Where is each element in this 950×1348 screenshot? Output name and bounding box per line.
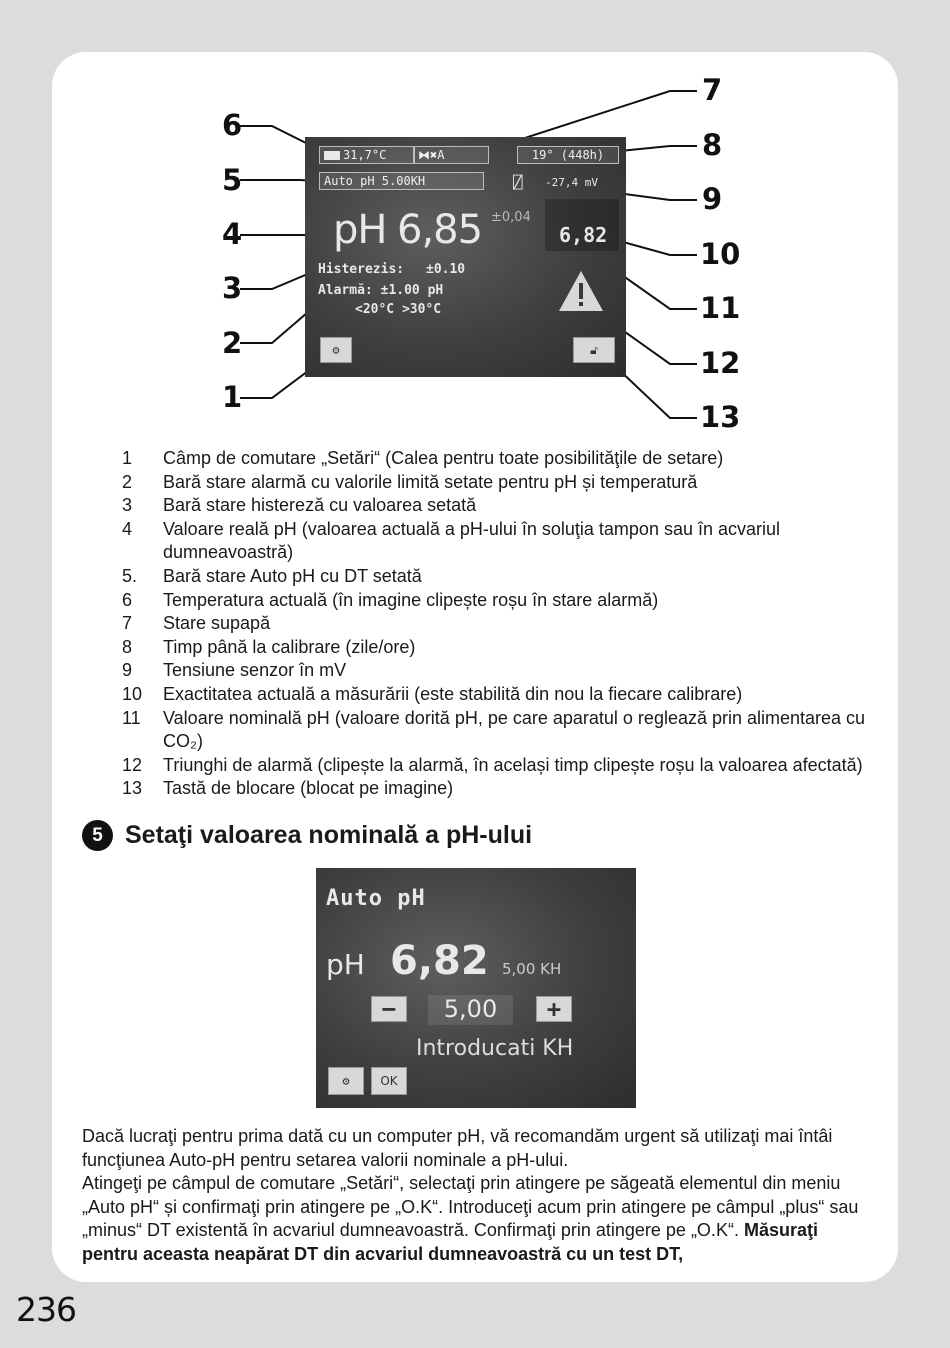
- legend-text: Valoare nominală pH (valoare dorită pH, pe care aparatul o reglează prin alimentarea cu CO₂): [163, 707, 866, 752]
- callout-6: 6: [222, 108, 243, 142]
- paragraph-2: [82, 1172, 872, 1266]
- ph-label: pH: [326, 948, 365, 981]
- temperature-bar: [319, 146, 415, 164]
- ph-label: pH: [333, 207, 387, 253]
- legend-item: [122, 589, 882, 613]
- legend-item: [122, 494, 882, 518]
- legend-text: Bară stare Auto pH cu DT setată: [163, 565, 422, 586]
- section-heading: [82, 820, 532, 851]
- paragraph-1: Dacă lucraţi pentru prima dată cu un computer pH, vă recomandăm urgent să utilizaţi mai întâi funcţiunea Auto-pH pentru setarea valorii nominale a pH-ului.: [82, 1126, 833, 1170]
- legend-text: Stare supapă: [163, 613, 271, 634]
- legend-number: 11: [122, 707, 141, 728]
- legend-list: [122, 447, 882, 801]
- settings-button[interactable]: [320, 337, 352, 363]
- hysteresis-value: ±0.10: [426, 262, 466, 277]
- alarm-ph-limits: Alarmă: ±1.00 pH: [318, 283, 444, 298]
- callout-13: 13: [700, 400, 741, 434]
- callout-10: 10: [700, 237, 741, 271]
- auto-ph-screen: [316, 868, 636, 1108]
- legend-number: 9: [122, 660, 133, 681]
- legend-text: Timp până la calibrare (zile/ore): [163, 636, 416, 657]
- kh-input-value[interactable]: 5,00: [428, 995, 513, 1025]
- legend-item: [122, 518, 882, 565]
- auto-ph-value: Auto pH 5.00KH: [324, 174, 426, 188]
- legend-item: [122, 683, 882, 707]
- section-number-badge: 5: [82, 820, 113, 851]
- legend-number: 2: [122, 471, 133, 492]
- gears-icon: ⚙: [332, 343, 340, 357]
- legend-number: 5.: [122, 565, 138, 586]
- legend-item: [122, 754, 882, 778]
- legend-item: [122, 612, 882, 636]
- legend-item: [122, 636, 882, 660]
- legend-text: Bară stare alarmă cu valorile limită setate pentru pH și temperatură: [163, 471, 698, 492]
- legend-text: Bară stare histereză cu valoarea setată: [163, 495, 477, 516]
- ph-computer-screen: [305, 137, 626, 377]
- callout-7: 7: [702, 73, 723, 107]
- page-number: 236: [16, 1290, 76, 1329]
- callout-11: 11: [700, 291, 741, 325]
- legend-number: 3: [122, 495, 133, 516]
- legend-item: [122, 777, 882, 801]
- legend-text: Valoare reală pH (valoarea actuală a pH-ului în soluţia tampon sau în acvariul dumneavoastră): [163, 518, 781, 563]
- callout-4: 4: [222, 217, 243, 251]
- callout-9: 9: [702, 182, 723, 216]
- paragraph-2-text: Atingeţi pe câmpul de comutare „Setări“, selectaţi prin atingere pe săgeată elementul din meniu „Auto pH“ și confirmaţi prin atingere pe „O.K“. Introduceţi acum prin atingere pe câmpul „plus“ sau „minus“ DT existentă în acvariul dumneavoastră. Confirmaţi prin atingere pe „O.K“.: [82, 1173, 859, 1241]
- padlock-icon: 🔓︎: [590, 342, 598, 357]
- callout-5: 5: [222, 163, 243, 197]
- minus-button[interactable]: −: [371, 996, 407, 1022]
- legend-number: 12: [122, 754, 143, 775]
- valve-icon: ⧓✖A: [418, 148, 445, 162]
- settings-button[interactable]: [328, 1067, 364, 1095]
- legend-number: 4: [122, 518, 133, 539]
- ok-button[interactable]: OK: [371, 1067, 407, 1095]
- ph-actual-value: 6,85: [397, 207, 483, 253]
- legend-text: Exactitatea actuală a măsurării (este stabilită din nou la fiecare calibrare): [163, 683, 743, 704]
- legend-item: [122, 707, 882, 754]
- ph-nominal-value: 6,82: [559, 223, 608, 247]
- legend-item: [122, 447, 882, 471]
- legend-number: 8: [122, 636, 133, 657]
- alarm-temp-limits: <20°C >30°C: [355, 302, 442, 317]
- instructions-text: [82, 1125, 872, 1267]
- legend-number: 13: [122, 778, 143, 799]
- thermometer-icon: [324, 151, 340, 160]
- legend-item: [122, 565, 882, 589]
- legend-text: Tensiune senzor în mV: [163, 660, 347, 681]
- callout-8: 8: [702, 128, 723, 162]
- ph-value: 6,82: [390, 938, 489, 984]
- calibration-time-value: 19° (448h): [531, 148, 605, 162]
- temperature-value: 31,7°C: [343, 148, 387, 162]
- paragraph-2-bold: Măsuraţi pentru aceasta neapărat DT din acvariul dumneavoastră cu un test DT,: [82, 1220, 818, 1264]
- prompt-text: Introducati KH: [416, 1036, 574, 1061]
- legend-number: 6: [122, 589, 133, 610]
- measurement-accuracy: ±0,04: [491, 210, 531, 225]
- valve-status-bar: [413, 146, 489, 164]
- callout-1: 1: [222, 380, 243, 414]
- plus-button[interactable]: +: [536, 996, 572, 1022]
- legend-number: 1: [122, 448, 133, 468]
- lock-button[interactable]: [573, 337, 615, 363]
- sensor-icon: ⍁: [513, 173, 523, 192]
- legend-text: Câmp de comutare „Setări“ (Calea pentru toate posibilităţile de setare): [163, 448, 724, 468]
- calibration-time-bar: [517, 146, 619, 164]
- auto-ph-bar: [319, 172, 484, 190]
- legend-text: Temperatura actuală (în imagine clipește roșu în stare alarmă): [163, 589, 659, 610]
- callout-12: 12: [700, 346, 741, 380]
- legend-item: [122, 659, 882, 683]
- kh-value: 5,00 KH: [502, 960, 562, 978]
- legend-text: Tastă de blocare (blocat pe imagine): [163, 778, 454, 799]
- warning-triangle-icon: [557, 269, 605, 313]
- sensor-voltage: -27,4 mV: [545, 176, 598, 189]
- legend-number: 10: [122, 683, 143, 704]
- section-title: Setaţi valoarea nominală a pH-ului: [125, 821, 533, 849]
- callout-3: 3: [222, 271, 243, 305]
- legend-text: Triunghi de alarmă (clipește la alarmă, în același timp clipește roșu la valoarea afectată): [163, 754, 863, 775]
- auto-ph-title: Auto pH: [326, 886, 426, 911]
- hysteresis-label: Histerezis:: [318, 262, 405, 277]
- callout-2: 2: [222, 326, 243, 360]
- gears-icon: ⚙: [342, 1074, 350, 1088]
- legend-number: 7: [122, 613, 133, 634]
- legend-item: [122, 471, 882, 495]
